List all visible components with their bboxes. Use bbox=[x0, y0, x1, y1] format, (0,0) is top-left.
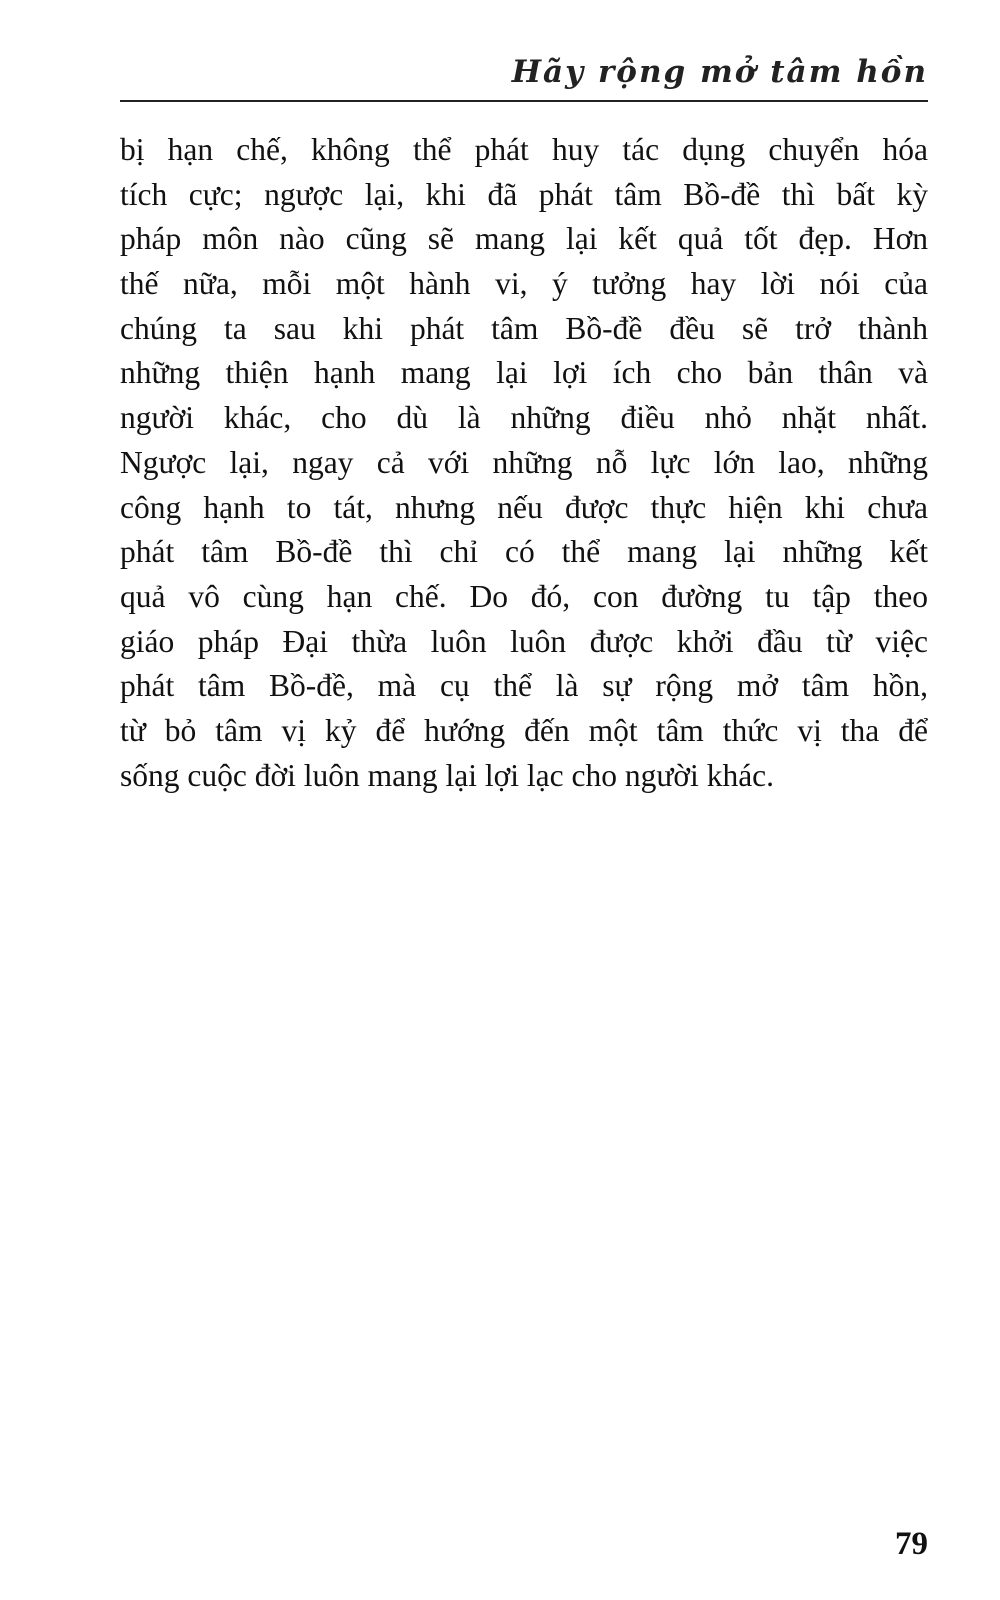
text-line: từ bỏ tâm vị kỷ để hướng đến một tâm thức vị tha để bbox=[120, 712, 928, 748]
text-line: giáo pháp Đại thừa luôn luôn được khởi đầu từ việc bbox=[120, 623, 928, 659]
body-text bbox=[120, 128, 928, 798]
text-line: người khác, cho dù là những điều nhỏ nhặt nhất. bbox=[120, 400, 928, 436]
text-line: những thiện hạnh mang lại lợi ích cho bản thân và bbox=[120, 355, 928, 391]
text-line: quả vô cùng hạn chế. Do đó, con đường tu tập theo bbox=[120, 578, 928, 614]
text-line: tích cực; ngược lại, khi đã phát tâm Bồ-đề thì bất kỳ bbox=[120, 176, 928, 212]
text-line: pháp môn nào cũng sẽ mang lại kết quả tốt đẹp. Hơn bbox=[120, 221, 928, 257]
running-header bbox=[120, 52, 928, 102]
text-line: công hạnh to tát, nhưng nếu được thực hiện khi chưa bbox=[120, 489, 928, 525]
text-line: phát tâm Bồ-đề thì chỉ có thể mang lại những kết bbox=[120, 534, 928, 570]
running-title: Hãy rộng mở tâm hồn bbox=[511, 54, 928, 90]
text-line: phát tâm Bồ-đề, mà cụ thể là sự rộng mở tâm hồn, bbox=[120, 668, 928, 704]
text-line: thế nữa, mỗi một hành vi, ý tưởng hay lời nói của bbox=[120, 266, 928, 302]
text-line: bị hạn chế, không thể phát huy tác dụng chuyển hóa bbox=[120, 132, 928, 167]
text-line: chúng ta sau khi phát tâm Bồ-đề đều sẽ trở thành bbox=[120, 310, 928, 346]
text-line-last: sống cuộc đời luôn mang lại lợi lạc cho người khác. bbox=[120, 757, 775, 793]
page-number: 79 bbox=[895, 1526, 928, 1562]
text-line: Ngược lại, ngay cả với những nỗ lực lớn lao, những bbox=[120, 444, 928, 480]
